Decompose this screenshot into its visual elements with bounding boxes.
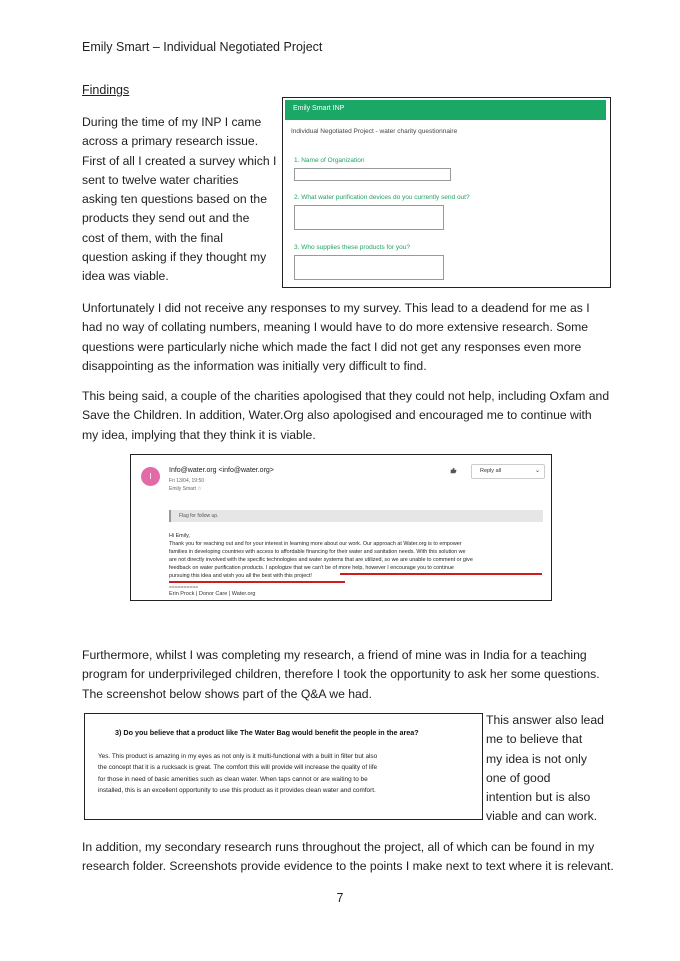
- flag-text: Flag for follow up.: [179, 513, 219, 519]
- highlight-underline: [169, 581, 345, 583]
- intro-paragraph: [82, 113, 277, 287]
- qa-answer-line: for those in need of basic amenities such as clean water. When taps cannot or are waiting to be: [98, 775, 368, 783]
- india-paragraph: [82, 646, 602, 704]
- text-line: one of good: [486, 770, 551, 785]
- text-line: intention but is also: [486, 790, 591, 805]
- survey-question-2: 2. What water purification devices do you currently send out?: [294, 194, 470, 201]
- email-date: Fri 13/04, 19:50: [169, 478, 205, 484]
- text-line: In addition, my secondary research runs throughout the project, all of which can be found in my: [82, 840, 595, 854]
- text-line: idea was viable.: [82, 269, 169, 284]
- text-line: my idea, implying that they think it is viable.: [82, 427, 316, 442]
- text-line: This answer also lead: [486, 713, 604, 727]
- text-line: This being said, a couple of the charities apologised that they could not help, including Oxfam and: [82, 389, 610, 403]
- survey-bar-title: Emily Smart INP: [293, 105, 345, 112]
- side-paragraph: [486, 711, 606, 827]
- qa-answer-line: Yes. This product is amazing in my eyes as not only is it multi-functional with a built in filter but also: [98, 753, 378, 760]
- page-number: 7: [336, 891, 344, 905]
- document-header: Emily Smart – Individual Negotiated Project: [82, 40, 323, 54]
- text-line: sent to twelve water charities: [82, 172, 239, 187]
- text-line: program for underprivileged children, therefore I took the opportunity to ask her some questions.: [82, 667, 600, 682]
- survey-subtitle: Individual Negotiated Project - water charity questionnaire: [291, 128, 458, 135]
- charities-paragraph: [82, 387, 610, 445]
- section-title: Findings: [82, 83, 130, 97]
- highlight-underline: [340, 573, 542, 575]
- qa-screenshot: [84, 713, 483, 820]
- email-recipient: Emily Smart ☆: [169, 486, 202, 492]
- survey-question-1: 1. Name of Organization: [294, 157, 365, 164]
- text-line: my idea is not only: [486, 751, 587, 766]
- email-line: families in developing countries with access to affordable financing for their water and sanitation needs. With this solution we: [169, 549, 466, 556]
- text-line: me to believe that: [486, 732, 583, 747]
- email-line: Thank you for reaching out and for your interest in learning more about our work. Our approach at Water.org is to empower: [169, 541, 462, 548]
- no-response-paragraph: [82, 299, 602, 376]
- text-line: viable and can work.: [486, 809, 598, 824]
- reply-all-label: Reply all: [480, 468, 502, 474]
- qa-question: 3) Do you believe that a product like The Water Bag would benefit the people in the area?: [115, 728, 419, 737]
- email-sender: Info@water.org <info@water.org>: [169, 467, 274, 474]
- survey-screenshot: [282, 97, 611, 288]
- survey-title-bar: [285, 100, 606, 120]
- email-line: are not directly involved with the specific technologies and water systems that are utilized, so we are unable to comment or give: [169, 557, 473, 564]
- flag-banner: [169, 510, 543, 522]
- email-screenshot: [130, 454, 552, 601]
- text-line: First of all I created a survey which I: [82, 153, 277, 168]
- text-line: Furthermore, whilst I was completing my research, a friend of mine was in India for a teaching: [82, 648, 587, 662]
- text-line: Save the Children. In addition, Water.Org also apologised and encouraged me to continue with: [82, 408, 592, 423]
- survey-question-3: 3. Who supplies these products for you?: [294, 244, 410, 251]
- text-line: cost of them, with the final: [82, 230, 223, 245]
- chevron-down-icon: ⌄: [534, 468, 540, 474]
- text-line: products they send out and the: [82, 211, 250, 226]
- text-line: questions were particularly niche which made the fact I did not get any responses even more: [82, 339, 582, 354]
- qa-answer: [98, 751, 473, 796]
- email-line: feedback on water purification products. I apologize that we can't be of more help, however I encourage you to continue: [169, 565, 454, 572]
- text-line: disappointing as the information was initially very difficult to find.: [82, 358, 427, 373]
- text-line: The screenshot below shows part of the Q&A we had.: [82, 686, 372, 701]
- qa-answer-line: the concept that it is a rucksack is great. The comfort this will provide will increase the quality of life: [98, 764, 378, 772]
- text-line: had no way of collating numbers, meaning I would have to do more extensive research. Some: [82, 320, 589, 335]
- text-line: research folder. Screenshots provide evidence to the points I make next to text where it is relevant.: [82, 859, 614, 874]
- text-line: Unfortunately I did not receive any responses to my survey. This lead to a deadend for me as I: [82, 301, 590, 315]
- text-line: asking ten questions based on the: [82, 192, 267, 207]
- email-actions: [471, 464, 545, 479]
- email-line: pursuing this idea and wish you all the best with this project!: [169, 573, 312, 580]
- text-line: During the time of my INP I came: [82, 115, 262, 129]
- survey-answer-3-field: [294, 255, 444, 280]
- survey-answer-1-field: [294, 168, 451, 181]
- email-signature: Erin Prock | Donor Care | Water.org: [169, 591, 256, 597]
- avatar: I: [141, 467, 160, 486]
- email-separator: ==========: [169, 585, 199, 591]
- email-greeting: Hi Emily,: [169, 533, 190, 539]
- text-line: question asking if they thought my: [82, 250, 267, 265]
- secondary-research-paragraph: [82, 838, 614, 877]
- like-icon: [450, 467, 457, 476]
- text-line: across a primary research issue.: [82, 134, 259, 149]
- survey-answer-2-field: [294, 205, 444, 230]
- qa-answer-line: installed, this is an excellent opportunity to use this product as it provides clean water and comfort.: [98, 786, 376, 794]
